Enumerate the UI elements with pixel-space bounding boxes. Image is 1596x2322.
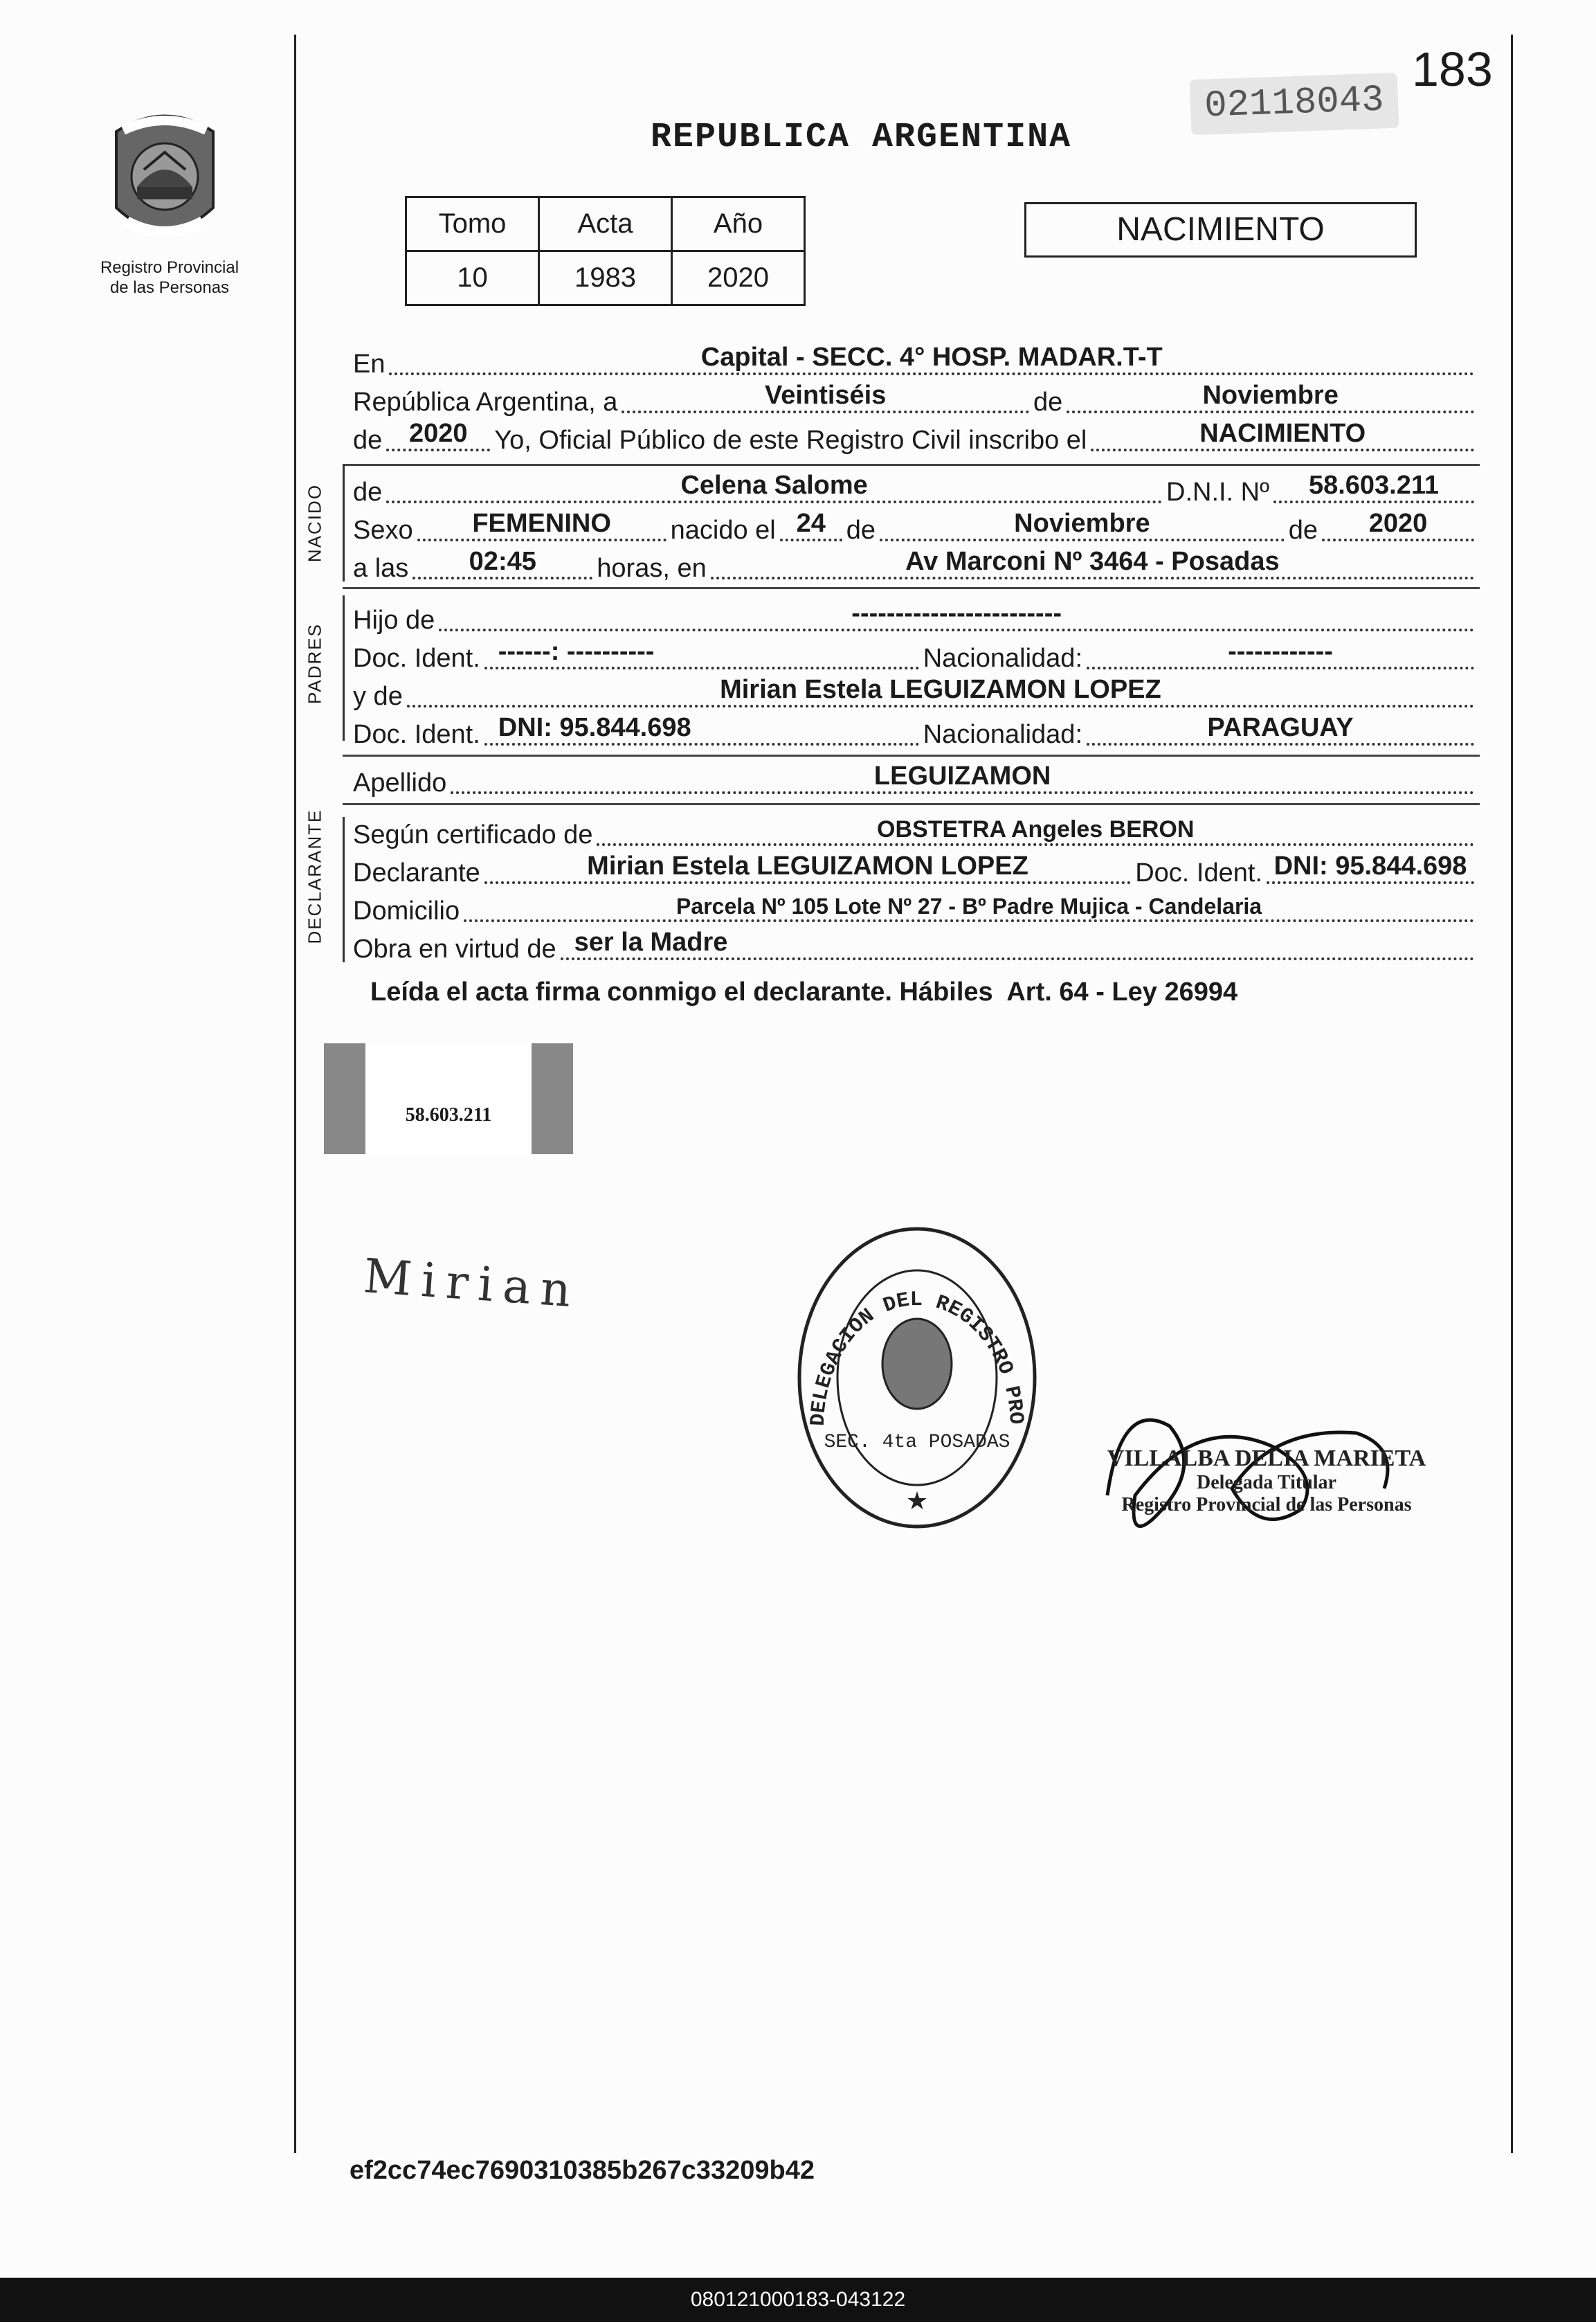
sexo-label: Sexo: [353, 516, 413, 545]
right-margin-line: [1511, 35, 1513, 2153]
register-table: [405, 196, 806, 306]
ano-value: 2020: [672, 251, 805, 305]
mother-nationality-field: PARAGUAY: [1087, 710, 1474, 751]
apellido-row: [353, 758, 1478, 800]
official-role: Delegada Titular: [1197, 1472, 1336, 1493]
birth-place-field: Av Marconi Nº 3464 - Posadas: [711, 543, 1474, 585]
apellido-label: Apellido: [353, 768, 447, 798]
declarante-field: Mirian Estela LEGUIZAMON LOPEZ: [484, 848, 1131, 890]
horas-label: horas, en: [597, 554, 707, 583]
registry-name: Registro Provincial de las Personas: [100, 258, 239, 297]
declarante-label-text: Declarante: [353, 858, 480, 888]
hijo-label: Hijo de: [353, 606, 435, 635]
nacido-label: NACIDO: [304, 483, 325, 563]
section-divider: [343, 587, 1480, 589]
seal-inner-text: SEC. 4ta POSADAS: [824, 1432, 1010, 1453]
father-doc-field: ------: ----------: [484, 633, 919, 675]
tomo-value: 10: [406, 251, 539, 305]
declarante-doc-field: DNI: 95.844.698: [1267, 848, 1474, 890]
doc-label: Doc. Ident.: [1135, 858, 1262, 888]
capacity-field: ser la Madre: [561, 924, 1474, 966]
certificate-field: OBSTETRA Angeles BERON: [597, 810, 1474, 852]
document-hash: ef2cc74ec7690310385b267c33209b42: [350, 2156, 815, 2185]
official-name: VILLALBA DELIA MARIETA: [1107, 1446, 1426, 1471]
declarante-label: DECLARANTE: [304, 809, 325, 944]
dni-stamp: [324, 1043, 573, 1154]
address-row: [353, 886, 1478, 928]
mother-doc-field: DNI: 95.844.698: [484, 710, 919, 751]
father-row: [353, 595, 1478, 637]
obra-label: Obra en virtud de: [353, 935, 556, 964]
serial-number: 02118043: [1204, 79, 1385, 128]
birth-year-field: 2020: [1322, 505, 1474, 547]
official-block: [1100, 1446, 1433, 1516]
day-words-field: Veintiséis: [622, 377, 1029, 419]
doc-label: Doc. Ident.: [353, 644, 480, 673]
de-label: de: [1288, 516, 1318, 545]
official-seal: [789, 1218, 1045, 1537]
mother-row: [353, 672, 1478, 713]
sex-field: FEMENINO: [417, 505, 666, 547]
mother-field: Mirian Estela LEGUIZAMON LOPEZ: [407, 672, 1474, 713]
en-label: En: [353, 350, 386, 379]
republica-label: República Argentina, a: [353, 388, 618, 417]
left-margin-line: [294, 35, 296, 2153]
nacido-bar: [343, 464, 345, 582]
apellido-field: LEGUIZAMON: [451, 758, 1474, 800]
year-row: [353, 415, 1478, 457]
official-text: Yo, Oficial Público de este Registro Civil inscribo el: [494, 426, 1087, 455]
serial-number-stamp: [1190, 73, 1399, 135]
document-title: REPUBLICA ARGENTINA: [651, 118, 1072, 157]
certificate-row: [353, 810, 1478, 852]
doc-label: Doc. Ident.: [353, 720, 480, 749]
act-type-box: NACIMIENTO: [1024, 202, 1417, 258]
section-divider: [343, 803, 1480, 805]
inscribed-field: NACIMIENTO: [1091, 415, 1474, 457]
father-nationality-field: ------------: [1087, 633, 1474, 675]
ano-header: Año: [672, 197, 805, 251]
dni-stamp-number: 58.603.211: [405, 1104, 492, 1126]
section-divider: [343, 755, 1480, 757]
name-row: [353, 467, 1478, 509]
svg-text:★: ★: [905, 1486, 929, 1515]
tomo-header: Tomo: [406, 197, 539, 251]
declarant-signature: Mirian: [361, 1249, 583, 1319]
closing-statement: Leída el acta firma conmigo el declarante. Hábiles Art. 64 - Ley 26994: [370, 978, 1238, 1007]
de-label: de: [1033, 388, 1063, 417]
dni-field: 58.603.211: [1273, 467, 1474, 509]
dni-label: D.N.I. Nº: [1166, 478, 1269, 507]
a-las-label: a las: [353, 554, 409, 583]
sex-row: [353, 505, 1478, 547]
time-field: 02:45: [412, 543, 592, 585]
footer-code: 080121000183-043122: [690, 2288, 906, 2311]
nacionalidad-label: Nacionalidad:: [923, 720, 1082, 749]
nacionalidad-label: Nacionalidad:: [923, 644, 1082, 673]
capacity-row: [353, 924, 1478, 966]
year-field: 2020: [386, 415, 490, 457]
declarante-bar: [343, 817, 345, 962]
padres-bar: [343, 595, 345, 741]
birth-day-field: 24: [780, 505, 842, 547]
place-row: [353, 339, 1478, 381]
page-number: 183: [1412, 42, 1493, 96]
place-field: Capital - SECC. 4° HOSP. MADAR.T-T: [389, 339, 1474, 381]
name-field: Celena Salome: [386, 467, 1162, 509]
province-seal-logo: [96, 104, 234, 249]
mother-doc-row: [353, 710, 1478, 751]
nacido-el-label: nacido el: [670, 516, 776, 545]
seal-outer-text: DELEGACION DEL REGISTRO PRO: [806, 1288, 1028, 1427]
official-office: Registro Provincial de las Personas: [1121, 1494, 1412, 1515]
date-row: [353, 377, 1478, 419]
domicilio-label: Domicilio: [353, 897, 460, 926]
father-doc-row: [353, 633, 1478, 675]
father-field: ------------------------: [439, 595, 1474, 637]
de-label: de: [353, 478, 383, 507]
month-field: Noviembre: [1067, 377, 1474, 419]
acta-value: 1983: [539, 251, 672, 305]
padres-label: PADRES: [304, 623, 325, 704]
de-label: de: [846, 516, 876, 545]
y-de-label: y de: [353, 682, 403, 711]
time-row: [353, 543, 1478, 585]
birth-month-field: Noviembre: [880, 505, 1285, 547]
cert-label: Según certificado de: [353, 820, 593, 849]
footer-bar: [0, 2278, 1596, 2322]
de-label: de: [353, 426, 383, 455]
address-field: Parcela Nº 105 Lote Nº 27 - Bº Padre Mujica - Candelaria: [464, 886, 1474, 928]
declarante-row: [353, 848, 1478, 890]
section-divider: [343, 464, 1480, 466]
acta-header: Acta: [539, 197, 672, 251]
